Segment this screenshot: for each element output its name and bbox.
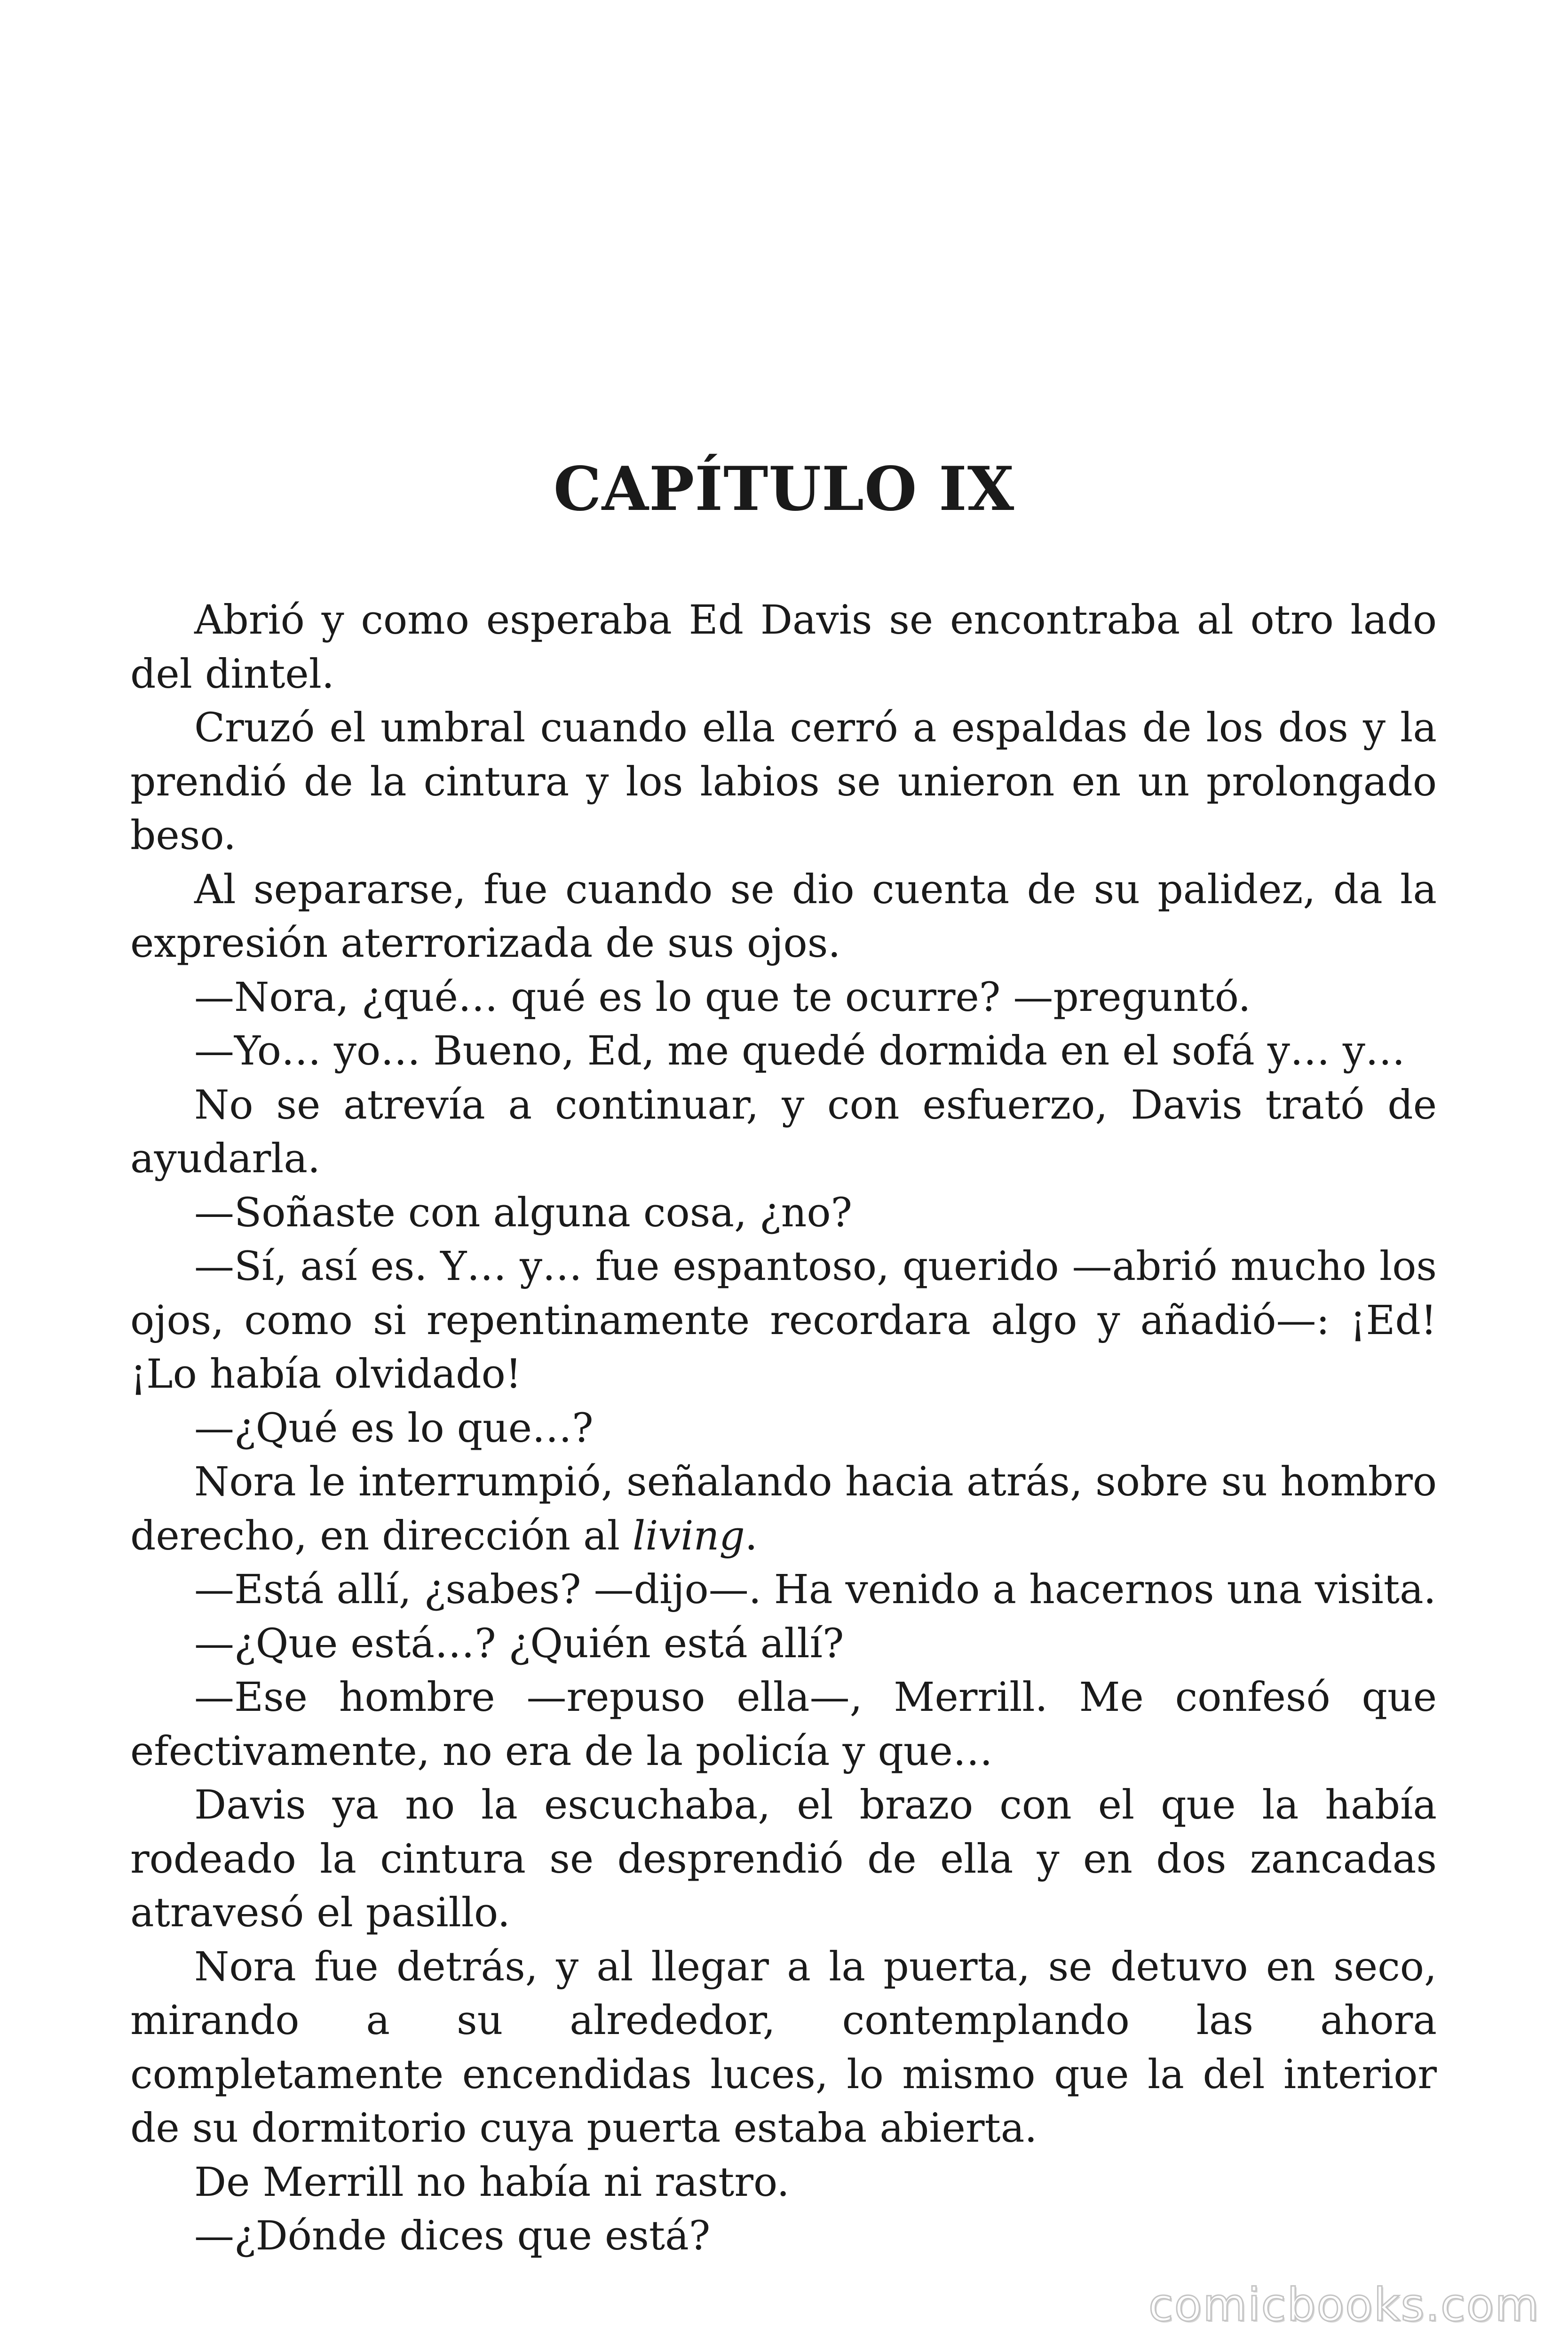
paragraph: De Merrill no había ni rastro. xyxy=(194,2159,790,2206)
paragraph: Davis ya no la escuchaba, el brazo con el que la había rodeado la cintura se desprendió de ella y en dos zancadas atravesó el pasillo. xyxy=(130,1782,1437,1936)
paragraph: —¿Que está…? ¿Quién está allí? xyxy=(194,1620,844,1667)
paragraph-text: Nora le interrumpió, señalando hacia atrás, sobre su hombro derecho, en dirección al xyxy=(130,1459,1437,1559)
chapter-body xyxy=(130,594,1437,2264)
chapter-title: CAPÍTULO IX xyxy=(553,454,1015,524)
paragraph-with-italic xyxy=(130,1455,1437,1563)
paragraph: Cruzó el umbral cuando ella cerró a espaldas de los dos y la prendió de la cintura y los labios se unieron en un prolongado beso. xyxy=(130,705,1437,859)
paragraph: —Yo… yo… Bueno, Ed, me quedé dormida en el sofá y… y… xyxy=(194,1028,1405,1074)
paragraph: —Está allí, ¿sabes? —dijo—. Ha venido a hacernos una visita. xyxy=(194,1566,1436,1613)
italic-word: living xyxy=(633,1512,745,1559)
paragraph-end: . xyxy=(744,1512,758,1559)
paragraph: —Soñaste con alguna cosa, ¿no? xyxy=(194,1189,853,1236)
paragraph: —Sí, así es. Y… y… fue espantoso, querido —abrió mucho los ojos, como si repentinamente recordara algo y añadió—: ¡Ed! ¡Lo había olvidado! xyxy=(130,1243,1437,1398)
paragraph: —Ese hombre —repuso ella—, Merrill. Me confesó que efectivamente, no era de la policía y que… xyxy=(130,1674,1437,1775)
paragraph: —¿Dónde dices que está? xyxy=(194,2213,711,2259)
paragraph: Abrió y como esperaba Ed Davis se encontraba al otro lado del dintel. xyxy=(130,597,1437,698)
paragraph: —Nora, ¿qué… qué es lo que te ocurre? —preguntó. xyxy=(194,974,1251,1021)
paragraph: —¿Qué es lo que…? xyxy=(194,1405,594,1452)
paragraph: Al separarse, fue cuando se dio cuenta de su palidez, da la expresión aterrorizada de sus ojos. xyxy=(130,866,1437,967)
watermark-text: comicbooks.com xyxy=(1148,2279,1540,2331)
paragraph: No se atrevía a continuar, y con esfuerzo, Davis trató de ayudarla. xyxy=(130,1081,1437,1182)
paragraph: Nora fue detrás, y al llegar a la puerta, se detuvo en seco, mirando a su alrededor, contemplando las ahora completamente encendidas luces, lo mismo que la del interior de su dormitorio cuya puerta estaba abierta. xyxy=(130,1943,1437,2152)
